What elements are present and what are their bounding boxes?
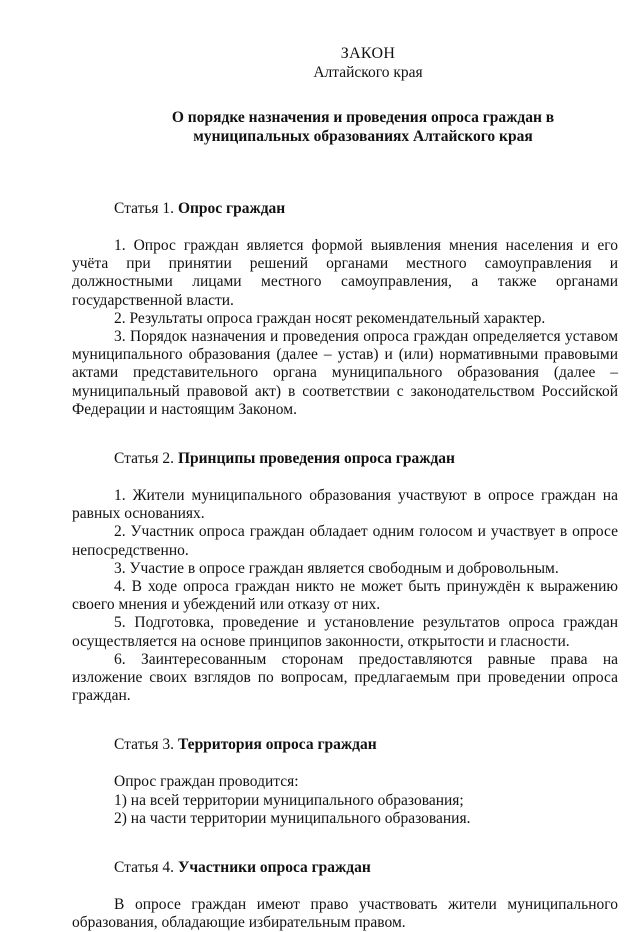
article-2-paragraph-3: 3. Участие в опросе граждан является свободным и добровольным. — [114, 559, 559, 577]
article-1-paragraph-2: 2. Результаты опроса граждан носят рекомендательный характер. — [114, 309, 546, 327]
article-1-paragraph-1: 1. Опрос граждан является формой выявления мнения населения и его учёта при принятии решений органами местного самоуправления и должностными лицами местного самоуправления, а также органами государственной власти. — [72, 237, 618, 309]
article-2-paragraph-4: 4. В ходе опроса граждан никто не может быть принуждён к выражению своего мнения и убеждений или отказу от них. — [72, 578, 618, 614]
article-3-heading — [72, 735, 618, 754]
article-2-paragraph-2: 2. Участник опроса граждан обладает одним голосом и участвует в опросе непосредственно. — [72, 523, 618, 559]
document-region: Алтайского края — [313, 64, 423, 81]
article-4-title: Участники опроса граждан — [177, 859, 371, 877]
article-1-number: Статья 1. — [114, 200, 178, 217]
article-2-body — [72, 487, 618, 705]
article-1-paragraph-3: 3. Порядок назначения и проведения опроса граждан определяется уставом муниципального образования (далее – устав) и (или) нормативными правовыми актами представительного органа муниципального образования (далее – муниципальный правовой акт) в соответствии с законодательством Российской Федерации и настоящим Законом. — [72, 328, 618, 418]
article-2-title: Принципы проведения опроса граждан — [177, 450, 455, 468]
document-title-line-2: муниципальных образованиях Алтайского края — [193, 128, 533, 145]
document-title-line-1: О порядке назначения и проведения опроса граждан в — [171, 109, 555, 126]
article-1-title: Опрос граждан — [177, 200, 286, 217]
article-4-body — [72, 896, 618, 932]
article-3-item-1: 1) на всей территории муниципального образования; — [114, 791, 464, 809]
article-4-number: Статья 4. — [114, 859, 178, 877]
document-title — [72, 108, 618, 146]
article-4-paragraph-1: В опросе граждан имеют право участвовать жители муниципального образования, обладающие избирательным правом. — [72, 896, 618, 932]
article-2-number: Статья 2. — [114, 450, 178, 468]
article-3-body — [72, 773, 618, 828]
article-3-title: Территория опроса граждан — [177, 736, 377, 754]
article-2-paragraph-6: 6. Заинтересованным сторонам предоставляются равные права на изложение своих взглядов по вопросам, предлагаемым при проведении опроса граждан. — [72, 650, 618, 705]
document-type: ЗАКОН — [340, 45, 396, 62]
article-3-intro: Опрос граждан проводится: — [114, 773, 299, 791]
article-2-paragraph-1: 1. Жители муниципального образования участвуют в опросе граждан на равных основаниях. — [72, 487, 618, 523]
article-2-paragraph-5: 5. Подготовка, проведение и установление результатов опроса граждан осуществляется на основе принципов законности, открытости и гласности. — [72, 614, 618, 650]
article-3-item-2: 2) на части территории муниципального образования. — [114, 809, 471, 827]
article-4-heading — [72, 858, 618, 877]
article-2-heading — [72, 449, 618, 468]
article-1-heading — [72, 199, 618, 218]
article-1-body — [72, 237, 618, 419]
article-3-number: Статья 3. — [114, 736, 178, 754]
